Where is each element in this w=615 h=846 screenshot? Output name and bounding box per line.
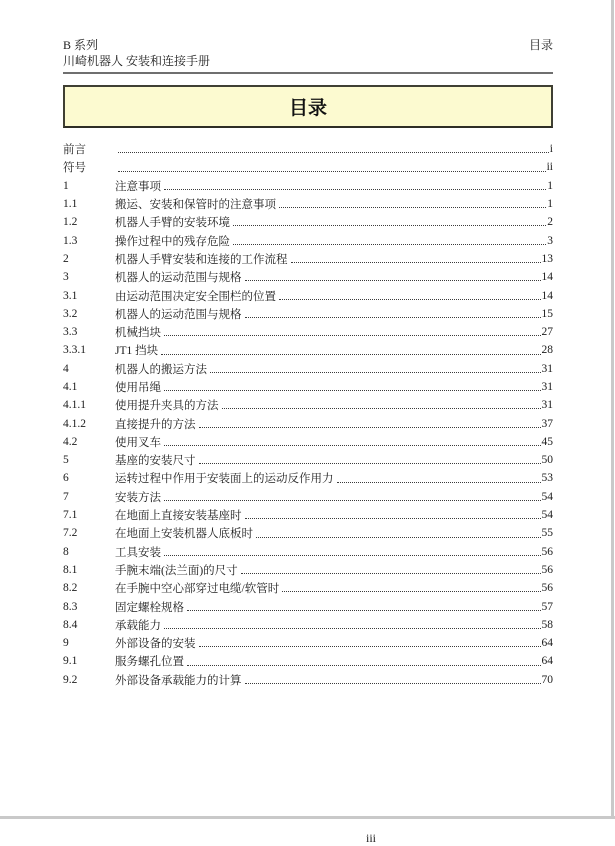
toc-entry-title: 机器人的搬运方法 — [115, 363, 207, 376]
toc-leader-dots — [161, 354, 540, 355]
toc-entry-page: 31 — [541, 362, 553, 375]
toc-entry-title: 在手腕中空心部穿过电缆/软管时 — [115, 583, 280, 596]
toc-entry-page: 3 — [547, 234, 553, 247]
toc-entry-page: i — [549, 143, 553, 156]
toc-entry-number: 7 — [63, 490, 69, 503]
toc-entry[interactable] — [63, 524, 553, 542]
toc-leader-dots — [164, 189, 546, 190]
toc-entry[interactable] — [63, 323, 553, 341]
toc-entry-title: 基座的安装尺寸 — [115, 455, 196, 468]
toc-entry-number: 符号 — [63, 162, 86, 175]
toc-leader-dots — [233, 244, 546, 245]
toc-entry[interactable] — [63, 543, 553, 561]
toc-leader-dots — [199, 646, 541, 647]
toc-entry[interactable] — [63, 469, 553, 487]
toc-entry-page: 37 — [541, 417, 553, 430]
toc-leader-dots — [282, 591, 540, 592]
header-manual-title: 川崎机器人 安装和连接手册 — [63, 53, 211, 68]
toc-entry-number: 5 — [63, 454, 69, 467]
toc-entry[interactable] — [63, 414, 553, 432]
toc-leader-dots — [245, 683, 541, 684]
toc-entry[interactable] — [63, 451, 553, 469]
toc-title-box — [63, 85, 553, 128]
toc-entry-page: 64 — [541, 655, 553, 668]
toc-entry-title: 工具安装 — [115, 546, 161, 559]
toc-entry-number: 9.2 — [63, 673, 78, 686]
toc-entry-page: 58 — [541, 618, 553, 631]
toc-entry-title: 由运动范围决定安全围栏的位置 — [115, 290, 276, 303]
toc-entry-number: 8.3 — [63, 600, 78, 613]
toc-entry[interactable] — [63, 140, 553, 158]
toc-entry[interactable] — [63, 213, 553, 231]
toc-entry-number: 2 — [63, 252, 69, 265]
toc-entry-title: 使用吊绳 — [115, 382, 161, 394]
toc-leader-dots — [118, 152, 549, 153]
toc-leader-dots — [279, 207, 546, 208]
toc-entry-number: 8.2 — [63, 582, 78, 595]
toc-entry-number: 3.3.1 — [63, 344, 86, 357]
header-left — [63, 38, 210, 69]
toc-entry-page: 56 — [541, 582, 553, 595]
toc-entry-number: 4.2 — [63, 435, 78, 448]
toc-entry-number: 8.4 — [63, 618, 78, 631]
toc-entry-page: 31 — [541, 381, 553, 393]
footer-page-number: iii — [365, 831, 376, 845]
toc-entry-title: 运转过程中作用于安装面上的运动反作用力 — [115, 473, 334, 486]
toc-entry[interactable] — [63, 250, 553, 268]
toc-entry[interactable] — [63, 488, 553, 506]
toc-entry-number: 8 — [63, 545, 69, 558]
toc-entry-title: 操作过程中的残存危险 — [115, 235, 230, 248]
toc-entry[interactable] — [63, 597, 553, 615]
toc-leader-dots — [118, 171, 546, 172]
toc-entry[interactable] — [63, 634, 553, 652]
header-divider — [63, 72, 553, 74]
toc-entry-title: 外部设备的安装 — [115, 638, 196, 651]
toc-entry-page: 64 — [541, 637, 553, 650]
toc-entry-number: 3.1 — [63, 289, 78, 302]
toc-entry-page: 1 — [547, 179, 553, 192]
toc-entry[interactable] — [63, 378, 553, 396]
toc-entry[interactable] — [63, 286, 553, 304]
header-series: B 系列 — [63, 38, 99, 52]
toc-entry[interactable] — [63, 231, 553, 249]
toc-leader-dots — [245, 317, 541, 318]
toc-entry-page: ii — [546, 161, 553, 174]
toc-entry-page: 57 — [541, 600, 553, 613]
toc-entry-title: 机器人的运动范围与规格 — [115, 272, 242, 285]
toc-entry-title: 机器人的运动范围与规格 — [115, 308, 242, 321]
toc-entry-title: 直接提升的方法 — [115, 418, 196, 431]
toc-leader-dots — [164, 445, 541, 446]
toc-entry[interactable] — [63, 341, 553, 359]
toc-entry-page: 70 — [541, 673, 553, 686]
toc-entry-number: 7.2 — [63, 527, 78, 540]
toc-entry-number: 7.1 — [63, 509, 78, 522]
header-section-label: 目录 — [528, 38, 553, 52]
toc-entry-number: 4 — [63, 362, 69, 375]
toc-leader-dots — [245, 280, 541, 281]
toc-entry[interactable] — [63, 671, 553, 689]
toc-entry-title: 注意事项 — [115, 180, 161, 193]
toc-leader-dots — [279, 299, 541, 300]
toc-entry-number: 3.2 — [63, 307, 78, 320]
toc-entry[interactable] — [63, 652, 553, 670]
toc-entry-number: 1 — [63, 179, 69, 192]
toc-entry-page: 14 — [541, 289, 553, 302]
toc-entry-number: 4.1 — [63, 381, 78, 393]
toc-entry-number: 1.1 — [63, 198, 78, 211]
toc-entry-page: 56 — [541, 563, 553, 576]
toc-leader-dots — [241, 573, 541, 574]
toc-entry-title: 使用提升夹具的方法 — [115, 400, 219, 413]
toc-entry-page: 1 — [547, 198, 553, 211]
toc-entry-number: 4.1.2 — [63, 417, 86, 430]
toc-entry-page: 55 — [541, 527, 553, 540]
toc-entry-number: 9 — [63, 637, 69, 650]
toc-entry-number: 1.3 — [63, 234, 78, 247]
toc-entry-page: 31 — [541, 399, 553, 412]
toc-leader-dots — [187, 610, 541, 611]
toc-entry-page: 53 — [541, 472, 553, 485]
toc-entry[interactable] — [63, 177, 553, 195]
toc-entry-title: 搬运、安装和保管时的注意事项 — [115, 199, 276, 212]
toc-leader-dots — [291, 262, 541, 263]
toc-entry-page: 13 — [541, 252, 553, 265]
toc-entry[interactable] — [63, 616, 553, 634]
toc-leader-dots — [337, 482, 541, 483]
toc-entry[interactable] — [63, 433, 553, 451]
toc-entry-title: 服务螺孔位置 — [115, 656, 184, 669]
toc-entry[interactable] — [63, 561, 553, 579]
page-scan-edge-bottom — [0, 816, 615, 819]
toc-entry-page: 2 — [547, 216, 553, 229]
toc-entry-title: 机器人手臂安装和连接的工作流程 — [115, 253, 288, 266]
toc-leader-dots — [199, 463, 541, 464]
toc-entry-title: 承载能力 — [115, 619, 161, 632]
toc-entry-page: 54 — [541, 509, 553, 522]
toc-entry-title: 使用叉车 — [115, 436, 161, 449]
toc-leader-dots — [210, 372, 541, 373]
page-scan-edge-right — [611, 0, 614, 818]
toc-entry[interactable] — [63, 158, 553, 176]
toc-leader-dots — [187, 665, 541, 666]
toc-entry-title: 手腕末端(法兰面)的尺寸 — [115, 564, 238, 577]
toc-leader-dots — [222, 408, 541, 409]
toc-leader-dots — [164, 335, 541, 336]
toc-entry-page: 14 — [541, 271, 553, 284]
toc-entry-title: 在地面上直接安装基座时 — [115, 510, 242, 523]
toc-entry-number: 9.1 — [63, 655, 78, 668]
toc-entry-title: 机器人手臂的安装环境 — [115, 217, 230, 230]
toc-entry-page: 45 — [541, 435, 553, 448]
toc-entry-title: 机械挡块 — [115, 327, 161, 340]
toc-entry-title: 在地面上安装机器人底板时 — [115, 528, 253, 541]
toc-entry-number: 4.1.1 — [63, 399, 86, 412]
toc-leader-dots — [164, 500, 541, 501]
toc-leader-dots — [164, 628, 541, 629]
toc-leader-dots — [245, 518, 541, 519]
toc-entry-number: 8.1 — [63, 563, 78, 576]
toc-list — [63, 140, 553, 689]
toc-entry-page: 54 — [541, 490, 553, 503]
toc-leader-dots — [164, 390, 541, 391]
toc-entry-page: 15 — [541, 307, 553, 320]
toc-entry-page: 50 — [541, 454, 553, 467]
toc-entry[interactable] — [63, 579, 553, 597]
toc-entry-title: 固定螺栓规格 — [115, 601, 184, 614]
page-header — [63, 38, 553, 69]
toc-entry[interactable] — [63, 360, 553, 378]
toc-entry-title: 安装方法 — [115, 491, 161, 504]
toc-entry-page: 56 — [541, 545, 553, 558]
toc-entry-page: 27 — [541, 326, 553, 339]
toc-entry-title: JT1 挡块 — [115, 345, 159, 358]
toc-entry[interactable] — [63, 268, 553, 286]
toc-entry-number: 3 — [63, 271, 69, 284]
toc-leader-dots — [199, 427, 541, 428]
toc-entry[interactable] — [63, 305, 553, 323]
toc-entry-number: 1.2 — [63, 216, 78, 229]
document-page — [63, 38, 553, 845]
toc-entry[interactable] — [63, 195, 553, 213]
toc-title: 目录 — [288, 98, 327, 119]
toc-entry[interactable] — [63, 396, 553, 414]
toc-leader-dots — [164, 555, 541, 556]
toc-entry-page: 28 — [541, 344, 553, 357]
toc-entry-number: 6 — [63, 472, 69, 485]
toc-leader-dots — [233, 225, 546, 226]
toc-entry-number: 前言 — [63, 144, 86, 157]
toc-entry-title: 外部设备承载能力的计算 — [115, 674, 242, 687]
toc-entry-number: 3.3 — [63, 326, 78, 339]
toc-entry[interactable] — [63, 506, 553, 524]
toc-leader-dots — [256, 537, 541, 538]
